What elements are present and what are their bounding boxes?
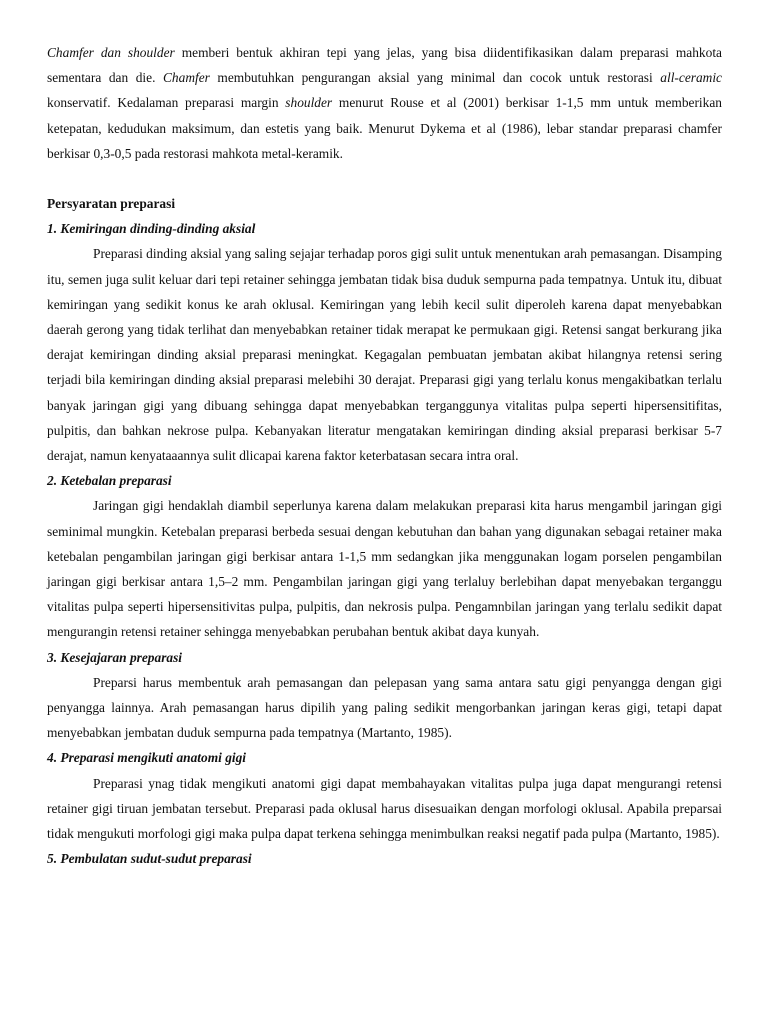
item-heading-2: 2. Ketebalan preparasi bbox=[47, 473, 172, 489]
item-body-3: Preparsi harus membentuk arah pemasangan dan pelepasan yang sama antara satu gigi penyangga dengan gigi penyangga lainnya. Arah pemasangan harus dipilih yang paling sedikit mengorbankan jaringan keras gigi, tetapi dapat menyebabkan jembatan duduk sempurna pada tempatnya (Martanto, 1985). bbox=[47, 674, 722, 741]
spacer bbox=[47, 166, 722, 191]
intro-term-shoulder: shoulder bbox=[285, 95, 333, 111]
intro-term-all-ceramic: all-ceramic bbox=[660, 70, 723, 86]
item-heading-1: 1. Kemiringan dinding-dinding aksial bbox=[47, 221, 256, 237]
item-heading-3: 3. Kesejajaran preparasi bbox=[47, 649, 183, 665]
item-heading-5: 5. Pembulatan sudut-sudut preparasi bbox=[47, 851, 252, 867]
item-body-2: Jaringan gigi hendaklah diambil seperlunya karena dalam melakukan preparasi kita harus mengambil jaringan gigi seminimal mungkin. Ketebalan preparasi berbeda sesuai dengan kebutuhan dan bahan yang digunakan sebagai retainer maka ketebalan pengambilan jaringan gigi berkisar antara 1-1,5 mm sedangkan jika menggunakan logam porselen pengambilan jaringan gigi berkisar antara 1,5–2 mm. Pengambilan jaringan gigi yang terlaluy berlebihan dapat menyebakan terganggu vitalitas pulpa seperti hipersensitivitas pulpa, pulpitis, dan nekrosis pulpa. Pengamnbilan jaringan yang terlalu sedikit dapat mengurangin retensi retainer sehingga menyebabkan perubahan bentuk akibat daya kunyah. bbox=[47, 498, 722, 640]
item-body-4: Preparasi ynag tidak mengikuti anatomi gigi dapat membahayakan vitalitas pulpa juga dapat mengurangi retensi retainer gigi tiruan jembatan tersebut. Preparasi pada oklusal harus disesuaikan dengan morfologi oklusal. Apabila preparsai tidak mengukuti morfologi gigi maka pulpa dapat terkena sehingga menimbulkan reaksi negatif pada pulpa (Martanto, 1985). bbox=[47, 775, 722, 842]
intro-term-chamfer: Chamfer bbox=[163, 70, 210, 86]
item-heading-4: 4. Preparasi mengikuti anatomi gigi bbox=[47, 750, 247, 766]
item-body-1: Preparasi dinding aksial yang saling sejajar terhadap poros gigi sulit untuk menentukan arah pemasangan. Disamping itu, semen juga sulit keluar dari tepi retainer sehingga jembatan tidak bisa duduk sempurna pada tempatnya. Untuk itu, dibuat kemiringan yang sedikit konus ke arah oklusal. Kemiringan yang lebih kecil sulit diperoleh karena dapat menyebabkan daerah gerong yang tidak terlihat dan menyebabkan retainer tidak merapat ke permukaan gigi. Retensi sangat berkurang jika derajat kemiringan dinding aksial preparasi meningkat. Kegagalan pembuatan jembatan akibat hilangnya retensi sering terjadi bila kemiringan dinding aksial preparasi melebihi 30 derajat. Preparasi gigi yang terlalu konus mengakibatkan terlalu banyak jaringan gigi yang dibuang sehingga dapat menyebabkan terganggunya vitalitas pulpa seperti hipersensitifitas, pulpitis, dan bahkan nekrose pulpa. Kebanyakan literatur mengatakan kemiringan dinding aksial preparasi berkisar 5-7 derajat, namun kenyataaannya sulit dlicapai karena faktor keterbatasan secara intra oral. bbox=[47, 246, 722, 464]
intro-term-chamfer-shoulder: Chamfer dan shoulder bbox=[47, 45, 175, 60]
intro-paragraph: Chamfer dan shoulder memberi bentuk akhiran tepi yang jelas, yang bisa diidentifikasikan dalam preparasi mahkota sementara dan die. Chamfer membutuhkan pengurangan aksial yang minimal dan cocok untuk restorasi all-ceramic konservatif. Kedalaman preparasi margin shoulder menurut Rouse et al (2001) berkisar 1-1,5 mm untuk memberikan ketepatan, kedudukan maksimum, dan estetis yang baik. Menurut Dykema et al (1986), lebar standar preparasi chamfer berkisar 0,3-0,5 pada restorasi mahkota metal-keramik. bbox=[47, 45, 723, 161]
section-title: Persyaratan preparasi bbox=[47, 196, 176, 212]
